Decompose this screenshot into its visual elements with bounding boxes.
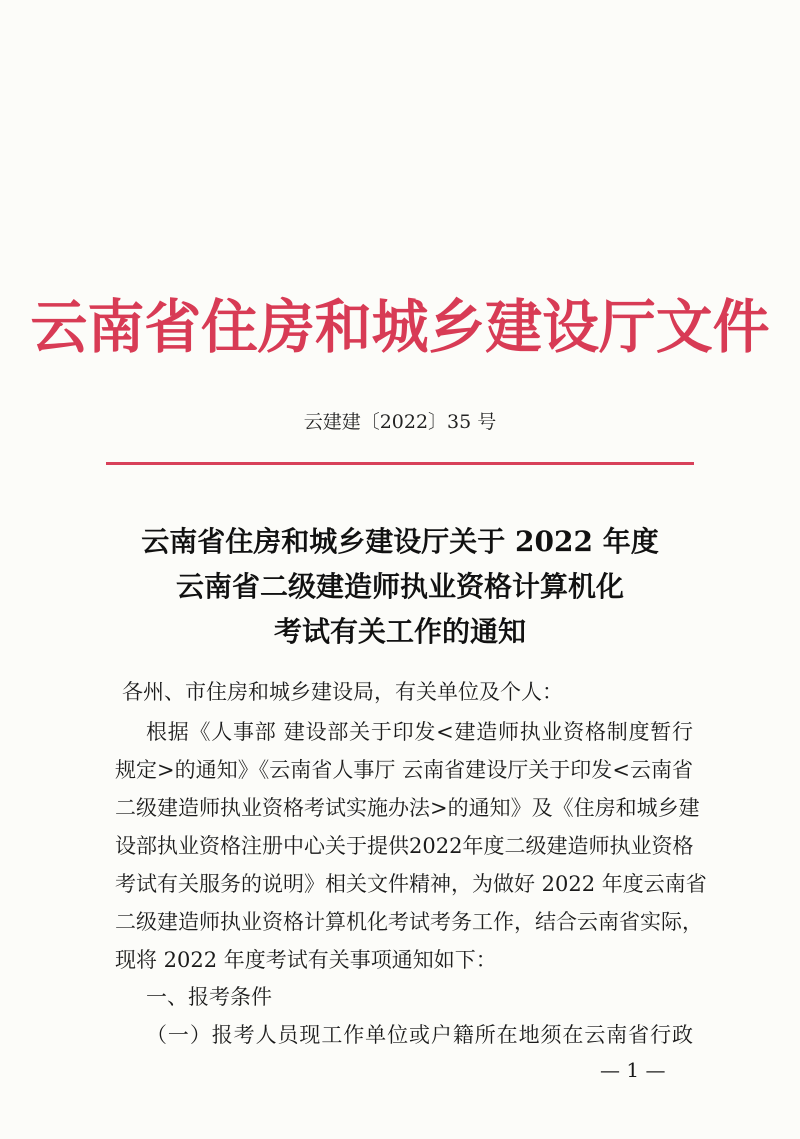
notice-title-line-3: 考试有关工作的通知 bbox=[273, 615, 526, 648]
issuer-title: 云南省住房和城乡建设厅文件 bbox=[30, 293, 770, 361]
document-number: 云建建〔2022〕35 号 bbox=[303, 411, 497, 433]
salutation: 各州、市住房和城乡建设局，有关单位及个人： bbox=[122, 680, 563, 704]
section-heading: 一、报考条件 bbox=[146, 985, 272, 1009]
red-divider-line bbox=[106, 462, 694, 465]
paragraph-line: 二级建造师执业资格考试实施办法>的通知》及《住房和城乡建 bbox=[115, 796, 700, 820]
paragraph-line: 规定>的通知》《云南省人事厅 云南省建设厅关于印发<云南省 bbox=[115, 758, 693, 782]
paragraph-line: 现将 2022 年度考试有关事项通知如下： bbox=[115, 948, 497, 972]
notice-title-line-1: 云南省住房和城乡建设厅关于 2022 年度 bbox=[141, 525, 659, 558]
paragraph-line: 根据《人事部 建设部关于印发<建造师执业资格制度暂行 bbox=[146, 720, 693, 744]
sub-item-line: （一）报考人员现工作单位或户籍所在地须在云南省行政 bbox=[146, 1023, 693, 1047]
paragraph-line: 设部执业资格注册中心关于提供2022年度二级建造师执业资格 bbox=[115, 834, 694, 858]
paragraph-line: 二级建造师执业资格计算机化考试考务工作，结合云南省实际， bbox=[115, 910, 703, 934]
notice-title-line-2: 云南省二级建造师执业资格计算机化 bbox=[175, 570, 624, 603]
page-number: — 1 — bbox=[600, 1058, 666, 1082]
paragraph-line: 考试有关服务的说明》相关文件精神，为做好 2022 年度云南省 bbox=[115, 872, 707, 896]
